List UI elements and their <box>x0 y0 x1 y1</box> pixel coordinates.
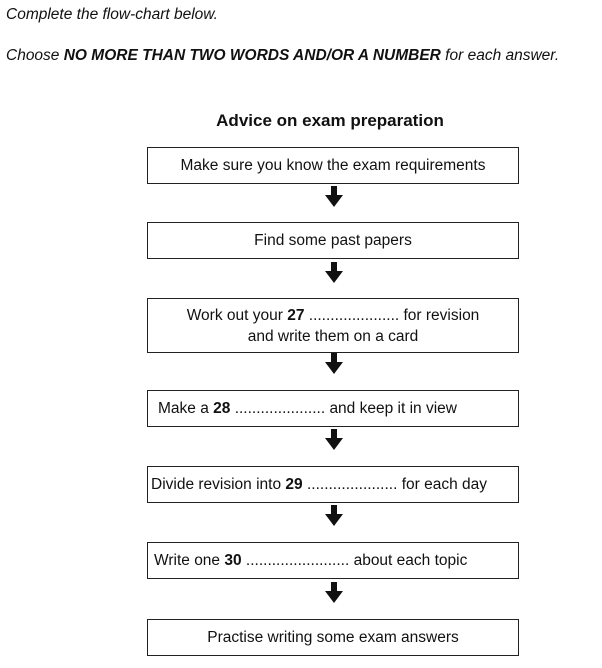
instruction-word-limit-prefix: Choose <box>6 47 64 64</box>
down-arrow-icon-shape <box>325 582 343 603</box>
flowchart-step-7 <box>147 619 519 656</box>
down-arrow-icon <box>323 429 345 451</box>
flowchart-step-4-line <box>158 398 457 419</box>
down-arrow-icon-shape <box>325 186 343 207</box>
flowchart-step-4-prefix: Make a <box>158 400 214 417</box>
flowchart-step-2 <box>147 222 519 259</box>
gap-number-29: 29 <box>285 476 303 493</box>
flowchart-step-4 <box>147 390 519 427</box>
answer-blank-30: ........................ about each topic <box>241 552 468 569</box>
flowchart-step-6-prefix: Write one <box>154 552 225 569</box>
instruction-word-limit <box>6 47 559 65</box>
gap-number-30: 30 <box>224 552 242 569</box>
answer-blank-29: ..................... for each day <box>302 476 488 493</box>
flowchart-step-5 <box>147 466 519 503</box>
down-arrow-icon-shape <box>325 353 343 374</box>
flowchart-step-1 <box>147 147 519 184</box>
instruction-complete-flowchart: Complete the flow-chart below. <box>6 6 218 23</box>
down-arrow-icon <box>323 353 345 375</box>
flowchart-step-3 <box>147 298 519 353</box>
gap-number-27: 27 <box>287 306 305 324</box>
down-arrow-icon <box>323 186 345 208</box>
down-arrow-icon <box>323 582 345 604</box>
answer-blank-28: ..................... and keep it in view <box>230 400 457 417</box>
flowchart-step-2-text: Find some past papers <box>254 232 412 249</box>
flowchart-step-6 <box>147 542 519 579</box>
answer-blank-27: ..................... for revision <box>304 306 480 324</box>
gap-number-28: 28 <box>213 400 231 417</box>
flowchart-step-6-line <box>154 550 467 571</box>
down-arrow-icon-shape <box>325 429 343 450</box>
down-arrow-icon-shape <box>325 262 343 283</box>
flowchart-step-3-line-1 <box>187 305 480 326</box>
down-arrow-icon <box>323 262 345 284</box>
down-arrow-icon <box>323 505 345 527</box>
instruction-word-limit-suffix: for each answer. <box>440 47 560 64</box>
flowchart-step-3-prefix: Work out your <box>186 306 288 324</box>
flowchart-step-3-line-2: and write them on a card <box>247 327 419 345</box>
flowchart-step-1-text: Make sure you know the exam requirements <box>180 157 486 174</box>
flowchart-step-5-prefix: Divide revision into <box>151 476 286 493</box>
flowchart-step-5-line <box>151 474 487 495</box>
down-arrow-icon-shape <box>325 505 343 526</box>
flowchart-step-7-text: Practise writing some exam answers <box>207 629 459 646</box>
instruction-word-limit-bold: NO MORE THAN TWO WORDS AND/OR A NUMBER <box>63 47 441 64</box>
flowchart-title: Advice on exam preparation <box>216 111 444 130</box>
